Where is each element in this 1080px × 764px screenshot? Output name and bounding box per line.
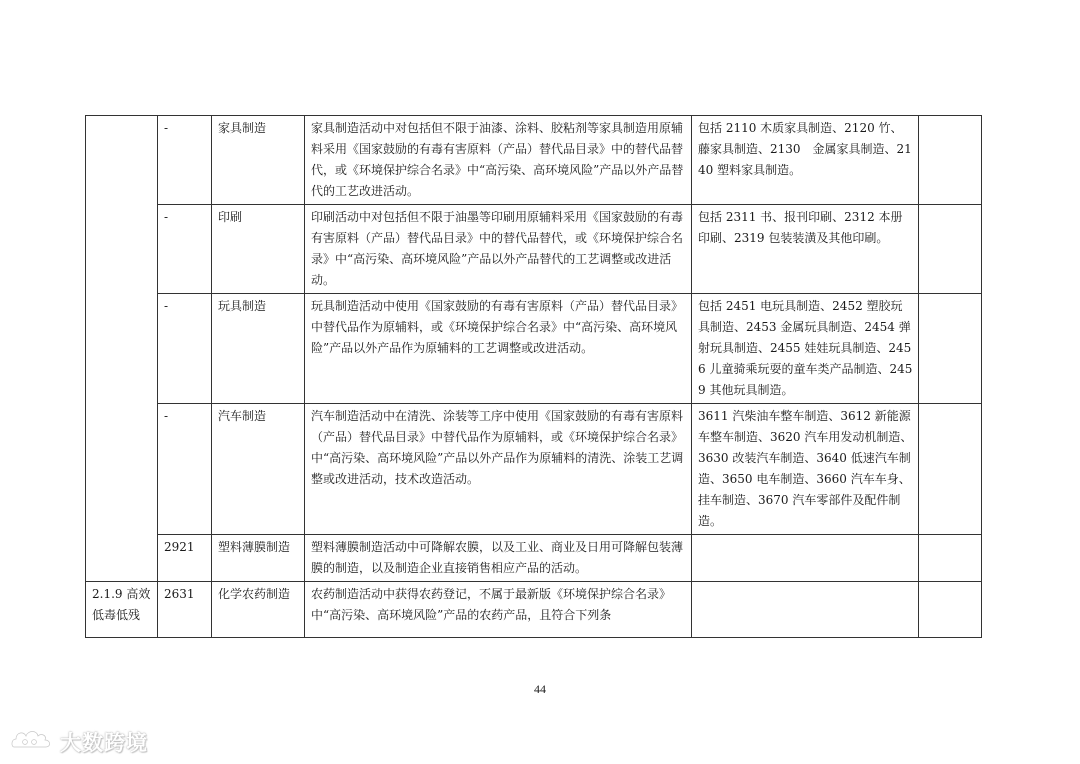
remark-cell bbox=[919, 535, 982, 582]
industry-cell: 印刷 bbox=[212, 205, 305, 294]
industry-cell: 化学农药制造 bbox=[212, 582, 305, 638]
description-cell: 家具制造活动中对包括但不限于油漆、涂料、胶粘剂等家具制造用原辅料采用《国家鼓励的有毒有害原料（产品）替代品目录》中的替代品替代，或《环境保护综合名录》中“高污染、高环境风险”产品以外产品替代的工艺改进活动。 bbox=[305, 116, 692, 205]
description-cell: 玩具制造活动中使用《国家鼓励的有毒有害原料（产品）替代品目录》中替代品作为原辅料，或《环境保护综合名录》中“高污染、高环境风险”产品以外产品作为原辅料的工艺调整或改进活动。 bbox=[305, 294, 692, 404]
remark-cell bbox=[919, 205, 982, 294]
table-row bbox=[86, 582, 982, 638]
industry-catalog-table bbox=[85, 115, 982, 638]
scope-cell bbox=[692, 535, 919, 582]
page-number: 44 bbox=[534, 682, 546, 696]
scope-cell: 包括 2311 书、报刊印刷、2312 本册印刷、2319 包装装潢及其他印刷。 bbox=[692, 205, 919, 294]
table-row bbox=[86, 404, 982, 535]
code-cell: - bbox=[158, 404, 212, 535]
remark-cell bbox=[919, 582, 982, 638]
description-cell: 农药制造活动中获得农药登记，不属于最新版《环境保护综合名录》中“高污染、高环境风险”产品的农药产品，且符合下列条 bbox=[305, 582, 692, 638]
code-cell: 2921 bbox=[158, 535, 212, 582]
scope-cell: 3611 汽柴油车整车制造、3612 新能源车整车制造、3620 汽车用发动机制造、3630 改装汽车制造、3640 低速汽车制造、3650 电车制造、3660 汽车车身、挂车制造、3670 汽车零部件及配件制造。 bbox=[692, 404, 919, 535]
table-row bbox=[86, 205, 982, 294]
scope-cell: 包括 2451 电玩具制造、2452 塑胶玩具制造、2453 金属玩具制造、2454 弹射玩具制造、2455 娃娃玩具制造、2456 儿童骑乘玩耍的童车类产品制造、2459 其他玩具制造。 bbox=[692, 294, 919, 404]
scope-cell bbox=[692, 582, 919, 638]
industry-cell: 汽车制造 bbox=[212, 404, 305, 535]
scope-cell: 包括 2110 木质家具制造、2120 竹、藤家具制造、2130 金属家具制造、2140 塑料家具制造。 bbox=[692, 116, 919, 205]
code-cell: - bbox=[158, 294, 212, 404]
category-cell bbox=[86, 116, 158, 582]
watermark-text: 大数跨境 bbox=[60, 731, 148, 755]
code-cell: 2631 bbox=[158, 582, 212, 638]
cloud-logo-icon bbox=[10, 727, 54, 757]
table-row bbox=[86, 535, 982, 582]
table-row bbox=[86, 294, 982, 404]
industry-cell: 塑料薄膜制造 bbox=[212, 535, 305, 582]
industry-cell: 家具制造 bbox=[212, 116, 305, 205]
remark-cell bbox=[919, 404, 982, 535]
watermark bbox=[10, 722, 148, 762]
code-cell: - bbox=[158, 116, 212, 205]
table-row bbox=[86, 116, 982, 205]
remark-cell bbox=[919, 294, 982, 404]
description-cell: 塑料薄膜制造活动中可降解农膜，以及工业、商业及日用可降解包装薄膜的制造，以及制造企业直接销售相应产品的活动。 bbox=[305, 535, 692, 582]
code-cell: - bbox=[158, 205, 212, 294]
industry-cell: 玩具制造 bbox=[212, 294, 305, 404]
description-cell: 印刷活动中对包括但不限于油墨等印刷用原辅料采用《国家鼓励的有毒有害原料（产品）替代品目录》中的替代品替代，或《环境保护综合名录》中“高污染、高环境风险”产品以外产品替代的工艺调整或改进活动。 bbox=[305, 205, 692, 294]
category-cell: 2.1.9 高效低毒低残 bbox=[86, 582, 158, 638]
description-cell: 汽车制造活动中在清洗、涂装等工序中使用《国家鼓励的有毒有害原料（产品）替代品目录》中替代品作为原辅料，或《环境保护综合名录》中“高污染、高环境风险”产品以外产品作为原辅料的清洗、涂装工艺调整或改进活动，技术改造活动。 bbox=[305, 404, 692, 535]
remark-cell bbox=[919, 116, 982, 205]
